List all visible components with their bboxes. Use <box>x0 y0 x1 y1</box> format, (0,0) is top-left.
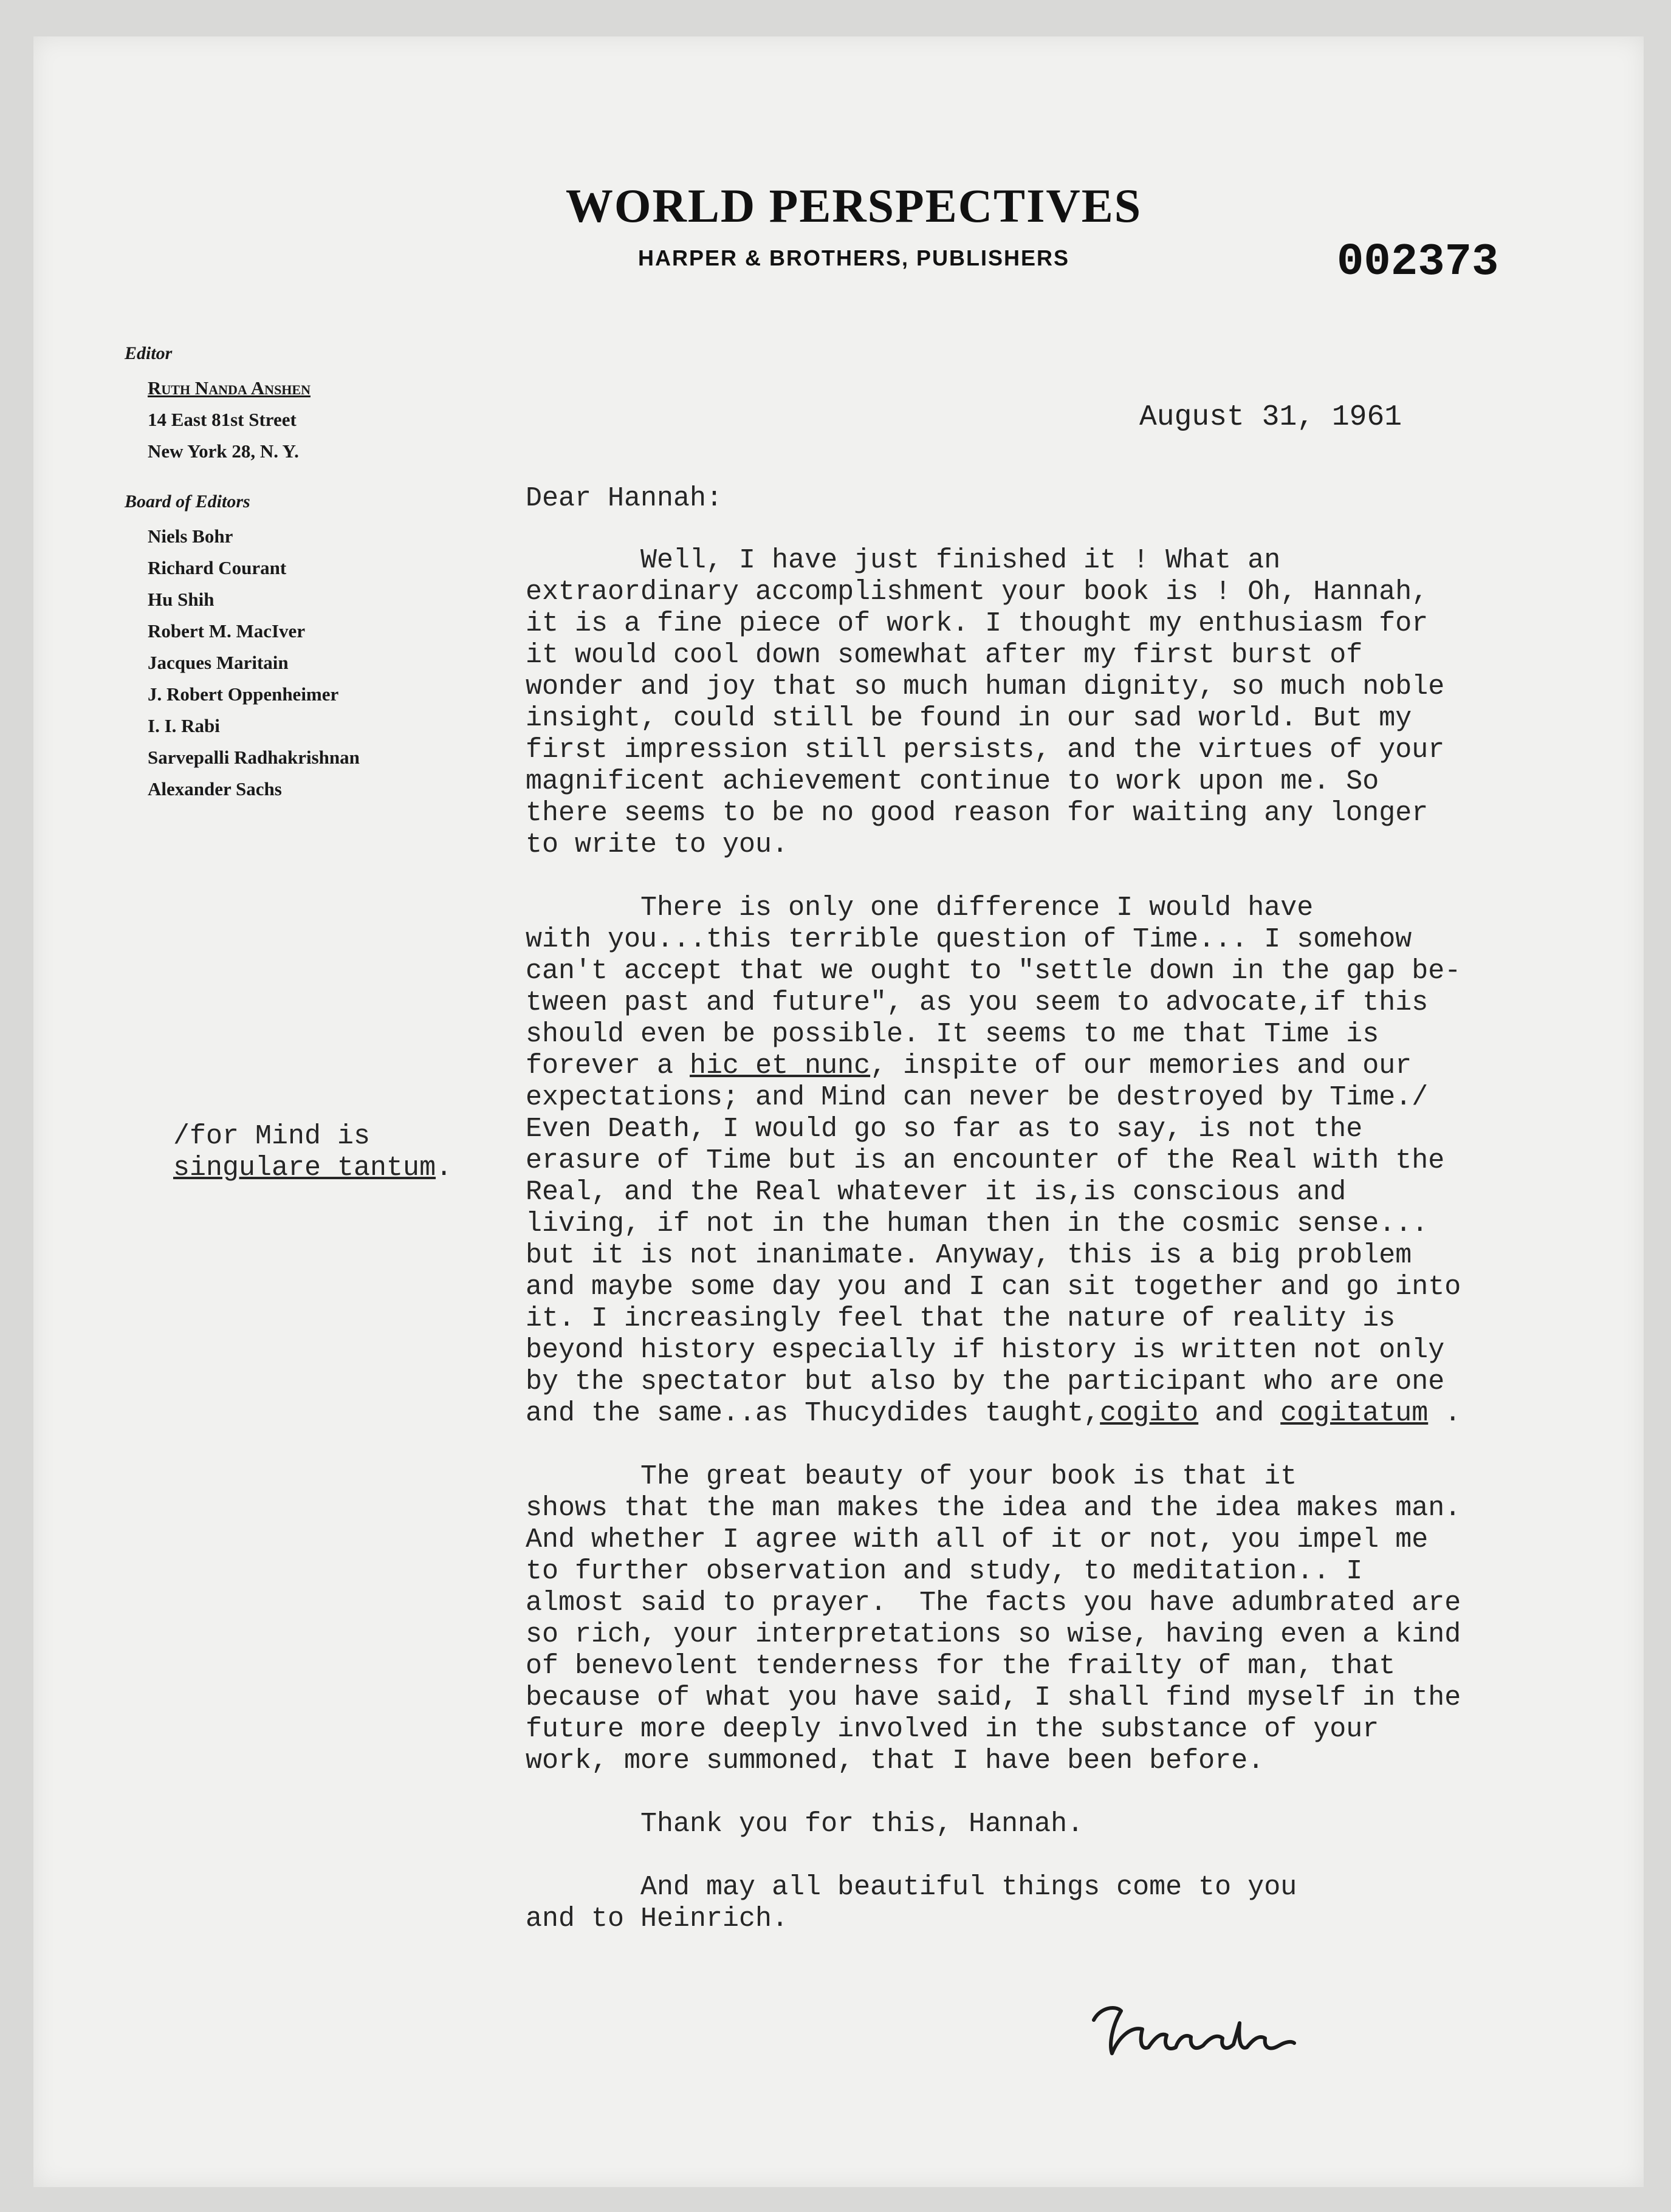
text-line: future more deeply involved in the substance of your <box>526 1714 1379 1745</box>
text-line: to further observation and study, to meditation.. I <box>526 1556 1363 1587</box>
text-line: because of what you have said, I shall find myself in the <box>526 1682 1461 1713</box>
paragraph-2 <box>526 892 1638 1430</box>
board-member: J. Robert Oppenheimer <box>148 683 339 705</box>
margin-note <box>173 1121 452 1184</box>
text-line: insight, could still be found in our sad world. But my <box>526 703 1412 734</box>
text-line: Well, I have just finished it ! What an <box>526 545 1281 576</box>
board-member: Hu Shih <box>148 589 214 610</box>
text-line: can't accept that we ought to "settle down in the gap be- <box>526 956 1461 987</box>
margin-note-line: /for Mind is <box>173 1121 371 1152</box>
text-line: there seems to be no good reason for waiting any longer <box>526 798 1429 829</box>
letter-body <box>526 483 1638 1967</box>
text-line: And may all beautiful things come to you <box>526 1872 1297 1903</box>
text-line: extraordinary accomplishment your book is ! Oh, Hannah, <box>526 577 1429 608</box>
board-member: Robert M. MacIver <box>148 620 306 642</box>
text-line: erasure of Time but is an encounter of the Real with the <box>526 1145 1445 1176</box>
text-fragment: and <box>1198 1398 1281 1429</box>
text-line: almost said to prayer. The facts you have adumbrated are <box>526 1587 1461 1618</box>
underlined-word-cogito: cogito <box>1100 1398 1199 1429</box>
letter-page <box>33 36 1644 2187</box>
text-line <box>526 1398 1638 1430</box>
letterhead-subtitle: HARPER & BROTHERS, PUBLISHERS <box>637 245 1070 270</box>
editor-name: Ruth Nanda Anshen <box>148 377 311 399</box>
underlined-phrase-hic-et-nunc: hic et nunc <box>690 1050 871 1081</box>
text-line: expectations; and Mind can never be destroyed by Time./ <box>526 1082 1429 1113</box>
text-line: Thank you for this, Hannah. <box>526 1809 1084 1840</box>
board-member: Richard Courant <box>148 557 287 578</box>
text-line: first impression still persists, and the virtues of your <box>526 734 1445 765</box>
closing-wishes <box>526 1872 1638 1935</box>
text-line: it would cool down somewhat after my first burst of <box>526 640 1363 671</box>
paragraph-1 <box>526 545 1638 861</box>
text-line: by the spectator but also by the participant who are one <box>526 1366 1445 1397</box>
paragraph-3 <box>526 1461 1638 1777</box>
text-fragment: , inspite of our memories and our <box>870 1050 1412 1081</box>
letterhead-title: WORLD PERSPECTIVES <box>565 179 1142 232</box>
editor-heading: Editor <box>125 343 173 363</box>
board-heading: Board of Editors <box>125 491 250 512</box>
text-line: it is a fine piece of work. I thought my enthusiasm for <box>526 608 1429 639</box>
text-line: tween past and future", as you seem to advocate,if this <box>526 987 1429 1018</box>
text-line: but it is not inanimate. Anyway, this is a big problem <box>526 1240 1412 1271</box>
text-line: with you...this terrible question of Time... I somehow <box>526 924 1412 955</box>
text-line: work, more summoned, that I have been before. <box>526 1745 1264 1776</box>
letter-date: August 31, 1961 <box>1139 401 1402 434</box>
text-fragment: . <box>436 1152 453 1183</box>
text-line: There is only one difference I would have <box>526 892 1314 923</box>
editor-address-line: 14 East 81st Street <box>148 409 297 430</box>
board-member: I. I. Rabi <box>148 715 220 736</box>
margin-note-line <box>173 1152 452 1184</box>
board-member: Niels Bohr <box>148 526 233 547</box>
text-line: so rich, your interpretations so wise, having even a kind <box>526 1619 1461 1650</box>
text-line: Real, and the Real whatever it is,is conscious and <box>526 1177 1347 1208</box>
text-line: should even be possible. It seems to me that Time is <box>526 1019 1379 1050</box>
text-line: And whether I agree with all of it or not, you impel me <box>526 1524 1429 1555</box>
editor-address-line: New York 28, N. Y. <box>148 440 299 462</box>
text-line: and to Heinrich. <box>526 1903 789 1934</box>
text-line: beyond history especially if history is written not only <box>526 1335 1445 1366</box>
document-number: 002373 <box>1337 237 1499 288</box>
letterhead <box>550 179 1158 271</box>
board-member: Jacques Maritain <box>148 652 289 673</box>
text-line: it. I increasingly feel that the nature of reality is <box>526 1303 1396 1334</box>
text-fragment: forever a <box>526 1050 690 1081</box>
closing-thanks <box>526 1809 1638 1840</box>
text-line: to write to you. <box>526 829 789 860</box>
text-line: magnificent achievement continue to work upon me. So <box>526 766 1379 797</box>
text-fragment: . <box>1428 1398 1461 1429</box>
underlined-word-cogitatum: cogitatum <box>1280 1398 1429 1429</box>
text-fragment: and the same..as Thucydides taught, <box>526 1398 1100 1429</box>
underlined-phrase-singulare-tantum: singulare tantum <box>173 1152 436 1183</box>
text-line <box>526 1050 1638 1082</box>
salutation: Dear Hannah: <box>526 483 723 514</box>
board-member: Alexander Sachs <box>148 778 282 800</box>
text-line: of benevolent tenderness for the frailty of man, that <box>526 1651 1396 1682</box>
text-line: shows that the man makes the idea and the idea makes man. <box>526 1493 1461 1524</box>
text-line: wonder and joy that so much human dignity, so much noble <box>526 671 1445 702</box>
board-member: Sarvepalli Radhakrishnan <box>148 747 360 768</box>
text-line: living, if not in the human then in the cosmic sense... <box>526 1208 1429 1239</box>
text-line: Even Death, I would go so far as to say, is not the <box>526 1114 1363 1145</box>
board-list <box>125 521 360 805</box>
handwritten-signature <box>1088 1996 1300 2069</box>
text-line: The great beauty of your book is that it <box>526 1461 1297 1492</box>
text-line: and maybe some day you and I can sit together and go into <box>526 1272 1461 1303</box>
editorial-sidebar <box>125 343 360 805</box>
